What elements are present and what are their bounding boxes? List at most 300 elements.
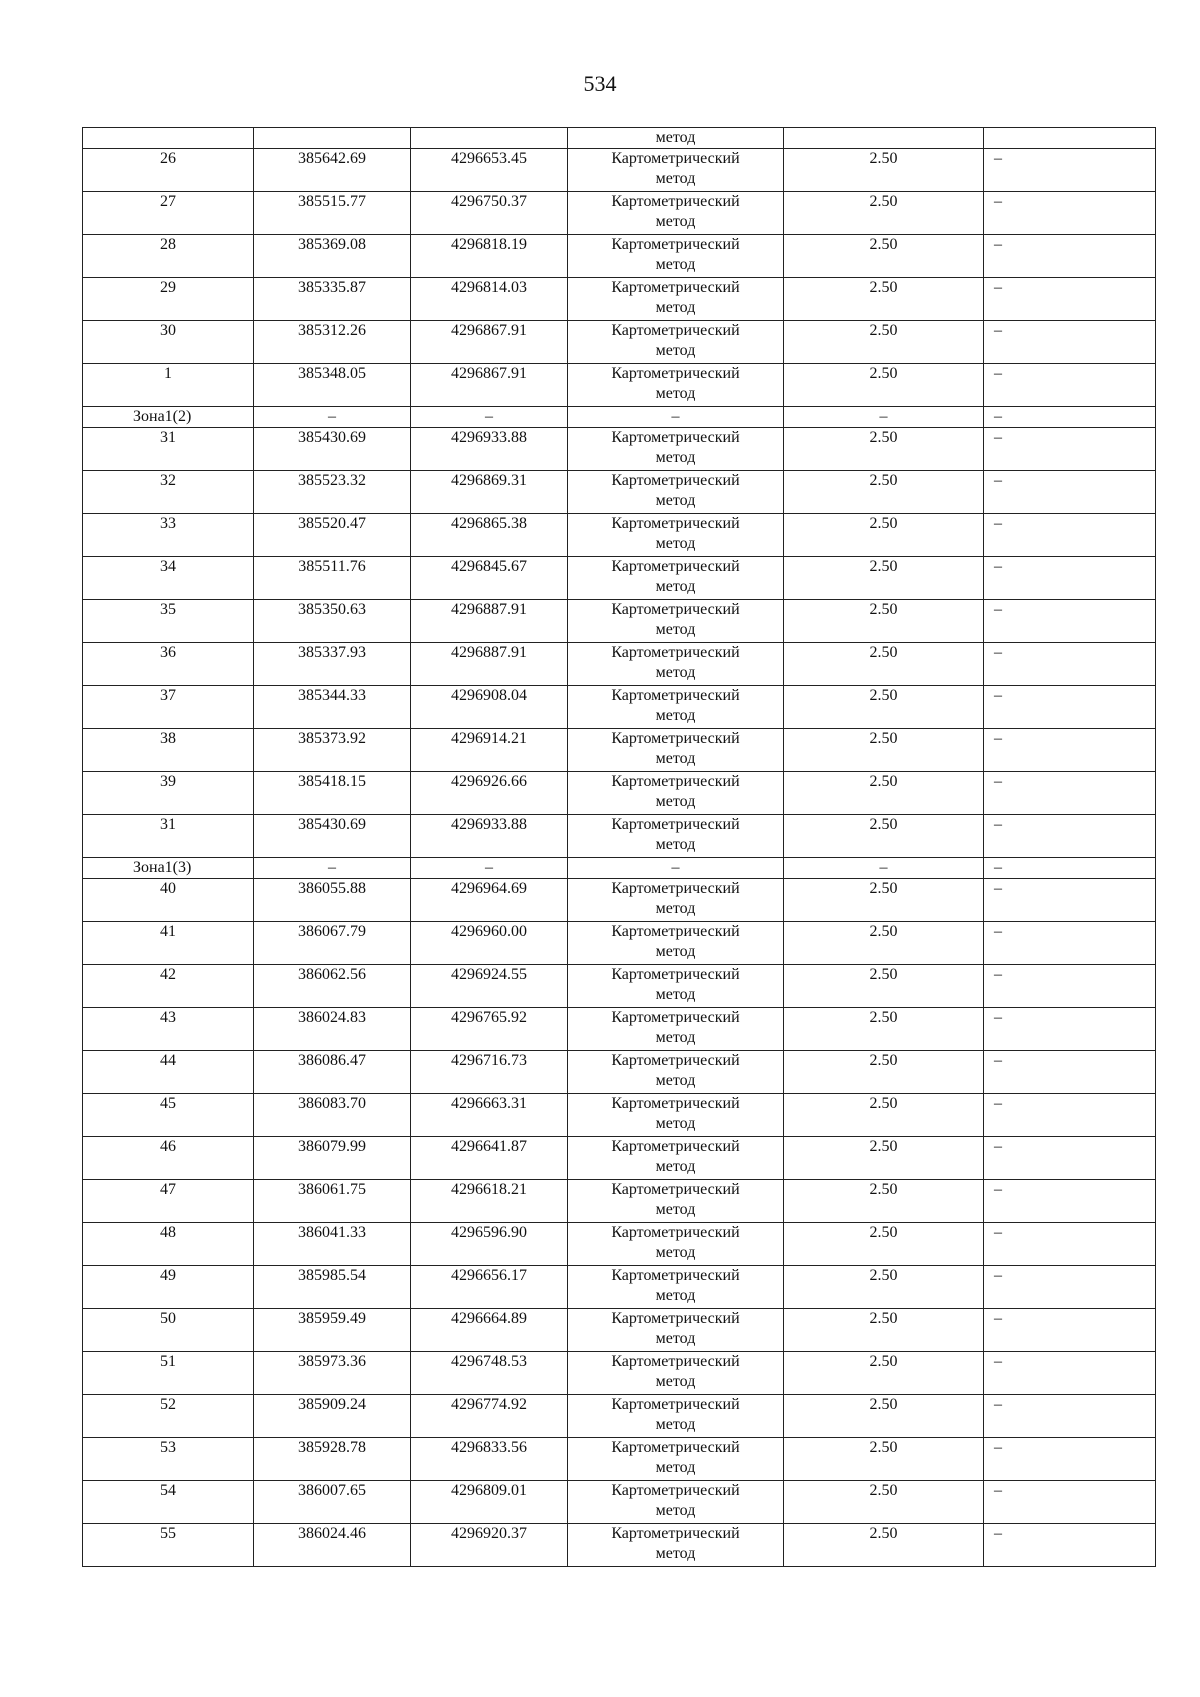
y-coordinate-cell: 4296865.38 <box>411 514 568 557</box>
method-cell <box>568 1180 784 1223</box>
point-number-cell: 50 <box>83 1309 254 1352</box>
x-coordinate-cell: 385511.76 <box>254 557 411 600</box>
zone-label-cell: Зона1(2) <box>83 407 254 428</box>
method-line-1: Картометрический <box>611 773 740 790</box>
precision-cell: 2.50 <box>784 1266 984 1309</box>
x-coordinate-cell: 385642.69 <box>254 149 411 192</box>
method-line-2: метод <box>655 1244 696 1261</box>
point-number-cell: 45 <box>83 1094 254 1137</box>
description-cell: – <box>984 1309 1156 1352</box>
point-number-cell: 51 <box>83 1352 254 1395</box>
description-cell: – <box>984 772 1156 815</box>
method-line-1: Картометрический <box>611 966 740 983</box>
point-number-cell: 38 <box>83 729 254 772</box>
zone-header-row <box>83 858 1156 879</box>
table-row <box>83 557 1156 600</box>
method-line-2: метод <box>655 1330 696 1347</box>
method-cell <box>568 686 784 729</box>
x-coordinate-cell: 385430.69 <box>254 428 411 471</box>
description-cell: – <box>984 1094 1156 1137</box>
method-line-2: метод <box>655 1459 696 1476</box>
description-cell: – <box>984 1223 1156 1266</box>
page-number: 534 <box>583 71 617 96</box>
method-cell <box>568 1481 784 1524</box>
y-coordinate-cell: 4296663.31 <box>411 1094 568 1137</box>
method-line-1: Картометрический <box>611 472 740 489</box>
method-line-1: Картометрический <box>611 150 740 167</box>
x-coordinate-cell: 385928.78 <box>254 1438 411 1481</box>
method-cell <box>568 1309 784 1352</box>
table-row <box>83 643 1156 686</box>
point-number-cell: 32 <box>83 471 254 514</box>
method-cell <box>568 772 784 815</box>
x-coordinate-cell: 385973.36 <box>254 1352 411 1395</box>
y-coordinate-cell: 4296618.21 <box>411 1180 568 1223</box>
precision-cell: 2.50 <box>784 278 984 321</box>
table-row <box>83 965 1156 1008</box>
method-line-2: метод <box>655 900 696 917</box>
precision-cell: 2.50 <box>784 192 984 235</box>
method-cell <box>568 235 784 278</box>
point-number-cell: 26 <box>83 149 254 192</box>
method-line-1: Картометрический <box>611 1396 740 1413</box>
precision-cell: 2.50 <box>784 471 984 514</box>
y-coordinate-cell: 4296765.92 <box>411 1008 568 1051</box>
description-cell: – <box>984 965 1156 1008</box>
point-number-cell: 49 <box>83 1266 254 1309</box>
method-cell <box>568 514 784 557</box>
x-coordinate-cell: 385515.77 <box>254 192 411 235</box>
method-line-2: метод <box>655 1373 696 1390</box>
description-cell: – <box>984 1051 1156 1094</box>
description-cell: – <box>984 192 1156 235</box>
method-line-2: метод <box>655 1158 696 1175</box>
method-line-2: метод <box>655 621 696 638</box>
table-row <box>83 600 1156 643</box>
x-coordinate-cell: – <box>254 407 411 428</box>
x-coordinate-cell: 385430.69 <box>254 815 411 858</box>
point-number-cell: 39 <box>83 772 254 815</box>
table-row <box>83 879 1156 922</box>
table-row <box>83 815 1156 858</box>
method-line-2: метод <box>655 943 696 960</box>
point-number-cell: 29 <box>83 278 254 321</box>
precision-cell: 2.50 <box>784 321 984 364</box>
x-coordinate-cell: 385373.92 <box>254 729 411 772</box>
method-line-1: Картометрический <box>611 923 740 940</box>
method-line-2: метод <box>655 170 696 187</box>
precision-cell: 2.50 <box>784 1438 984 1481</box>
precision-cell: 2.50 <box>784 1395 984 1438</box>
y-coordinate-cell: 4296750.37 <box>411 192 568 235</box>
method-line-1: Картометрический <box>611 279 740 296</box>
method-cell <box>568 600 784 643</box>
y-coordinate-cell: 4296920.37 <box>411 1524 568 1567</box>
precision-cell: 2.50 <box>784 1309 984 1352</box>
method-line-2: метод <box>655 449 696 466</box>
table-row <box>83 1137 1156 1180</box>
method-line-1: Картометрический <box>611 1224 740 1241</box>
precision-cell: 2.50 <box>784 729 984 772</box>
x-coordinate-cell: 385418.15 <box>254 772 411 815</box>
precision-cell: 2.50 <box>784 557 984 600</box>
method-line-2: метод <box>655 836 696 853</box>
method-cell <box>568 815 784 858</box>
method-cell <box>568 1395 784 1438</box>
x-coordinate-cell: – <box>254 858 411 879</box>
coordinates-table-body <box>83 128 1156 1567</box>
y-coordinate-cell: 4296960.00 <box>411 922 568 965</box>
description-cell: – <box>984 1395 1156 1438</box>
description-cell: – <box>984 1524 1156 1567</box>
point-number-cell: 54 <box>83 1481 254 1524</box>
table-row <box>83 192 1156 235</box>
method-cell: метод <box>568 128 784 149</box>
table-row <box>83 321 1156 364</box>
method-line-1: Картометрический <box>611 687 740 704</box>
description-cell: – <box>984 879 1156 922</box>
description-cell: – <box>984 557 1156 600</box>
point-number-cell: 33 <box>83 514 254 557</box>
table-row <box>83 471 1156 514</box>
method-line-2: метод <box>655 793 696 810</box>
x-coordinate-cell: 385369.08 <box>254 235 411 278</box>
table-row <box>83 514 1156 557</box>
y-coordinate-cell: 4296887.91 <box>411 643 568 686</box>
x-coordinate-cell: 386079.99 <box>254 1137 411 1180</box>
table-row <box>83 729 1156 772</box>
table-row <box>83 1352 1156 1395</box>
description-cell: – <box>984 1352 1156 1395</box>
y-coordinate-cell: 4296933.88 <box>411 815 568 858</box>
point-number-cell: 35 <box>83 600 254 643</box>
method-line-1: Картометрический <box>611 429 740 446</box>
y-coordinate-cell: 4296869.31 <box>411 471 568 514</box>
method-cell <box>568 1051 784 1094</box>
x-coordinate-cell: 386024.46 <box>254 1524 411 1567</box>
table-row <box>83 235 1156 278</box>
method-line-1: Картометрический <box>611 558 740 575</box>
x-coordinate-cell: 386062.56 <box>254 965 411 1008</box>
table-row <box>83 1395 1156 1438</box>
method-line-2: метод <box>655 1545 696 1562</box>
x-coordinate-cell: 385520.47 <box>254 514 411 557</box>
precision-cell: 2.50 <box>784 1051 984 1094</box>
method-cell <box>568 965 784 1008</box>
y-coordinate-cell: – <box>411 407 568 428</box>
y-coordinate-cell: 4296833.56 <box>411 1438 568 1481</box>
method-cell <box>568 321 784 364</box>
x-coordinate-cell: 386083.70 <box>254 1094 411 1137</box>
point-number-cell: 27 <box>83 192 254 235</box>
y-coordinate-cell: 4296809.01 <box>411 1481 568 1524</box>
description-cell: – <box>984 235 1156 278</box>
method-line-2: метод <box>655 1287 696 1304</box>
precision-cell: 2.50 <box>784 235 984 278</box>
description-cell: – <box>984 1481 1156 1524</box>
description-cell: – <box>984 1008 1156 1051</box>
method-cell <box>568 1223 784 1266</box>
description-cell: – <box>984 600 1156 643</box>
x-coordinate-cell: 385348.05 <box>254 364 411 407</box>
point-number-cell: 31 <box>83 428 254 471</box>
method-line-1: Картометрический <box>611 1482 740 1499</box>
description-cell: – <box>984 858 1156 879</box>
description-cell: – <box>984 686 1156 729</box>
method-line-2: метод <box>655 1072 696 1089</box>
precision-cell: – <box>784 858 984 879</box>
method-line-1: Картометрический <box>611 1052 740 1069</box>
y-coordinate-cell: 4296653.45 <box>411 149 568 192</box>
method-line-1: Картометрический <box>611 193 740 210</box>
point-number-cell: 36 <box>83 643 254 686</box>
table-row <box>83 1481 1156 1524</box>
table-row <box>83 1094 1156 1137</box>
method-line-2: метод <box>655 578 696 595</box>
precision-cell: 2.50 <box>784 514 984 557</box>
method-cell <box>568 192 784 235</box>
y-coordinate-cell: 4296914.21 <box>411 729 568 772</box>
method-cell <box>568 364 784 407</box>
description-cell: – <box>984 321 1156 364</box>
method-cell <box>568 922 784 965</box>
y-coordinate-cell: 4296664.89 <box>411 1309 568 1352</box>
method-cell <box>568 278 784 321</box>
precision-cell: 2.50 <box>784 1352 984 1395</box>
y-coordinate-cell: 4296774.92 <box>411 1395 568 1438</box>
method-line-1: Картометрический <box>611 515 740 532</box>
method-line-1: Картометрический <box>611 322 740 339</box>
point-number-cell: 40 <box>83 879 254 922</box>
point-number-cell: 43 <box>83 1008 254 1051</box>
precision-cell: 2.50 <box>784 922 984 965</box>
precision-cell: 2.50 <box>784 1481 984 1524</box>
method-line-2: метод <box>655 1502 696 1519</box>
description-cell: – <box>984 428 1156 471</box>
method-cell <box>568 643 784 686</box>
y-coordinate-cell <box>411 128 568 149</box>
precision-cell: 2.50 <box>784 879 984 922</box>
description-cell: – <box>984 364 1156 407</box>
method-cell <box>568 471 784 514</box>
table-row <box>83 278 1156 321</box>
method-line-2: метод <box>655 492 696 509</box>
point-number-cell: 52 <box>83 1395 254 1438</box>
x-coordinate-cell: 386007.65 <box>254 1481 411 1524</box>
method-line-1: Картометрический <box>611 1095 740 1112</box>
method-line-1: Картометрический <box>611 1138 740 1155</box>
method-line-1: Картометрический <box>611 1009 740 1026</box>
method-line-1: Картометрический <box>611 1439 740 1456</box>
point-number-cell: 37 <box>83 686 254 729</box>
description-cell: – <box>984 1438 1156 1481</box>
method-line-2: метод <box>655 385 696 402</box>
point-number-cell: 47 <box>83 1180 254 1223</box>
table-row <box>83 1524 1156 1567</box>
precision-cell: 2.50 <box>784 1008 984 1051</box>
point-number-cell: 31 <box>83 815 254 858</box>
method-cell <box>568 1524 784 1567</box>
x-coordinate-cell <box>254 128 411 149</box>
description-cell <box>984 128 1156 149</box>
table-row <box>83 1223 1156 1266</box>
precision-cell: – <box>784 407 984 428</box>
point-number-cell: 30 <box>83 321 254 364</box>
table-row <box>83 922 1156 965</box>
method-cell <box>568 879 784 922</box>
precision-cell: 2.50 <box>784 428 984 471</box>
table-row <box>83 1008 1156 1051</box>
point-number-cell: 28 <box>83 235 254 278</box>
table-row <box>83 772 1156 815</box>
precision-cell: 2.50 <box>784 686 984 729</box>
y-coordinate-cell: 4296748.53 <box>411 1352 568 1395</box>
table-row <box>83 364 1156 407</box>
method-line-2: метод <box>655 213 696 230</box>
method-cell <box>568 1137 784 1180</box>
x-coordinate-cell: 386055.88 <box>254 879 411 922</box>
table-row <box>83 428 1156 471</box>
y-coordinate-cell: 4296964.69 <box>411 879 568 922</box>
precision-cell: 2.50 <box>784 364 984 407</box>
precision-cell: 2.50 <box>784 772 984 815</box>
description-cell: – <box>984 514 1156 557</box>
description-cell: – <box>984 922 1156 965</box>
description-cell: – <box>984 278 1156 321</box>
precision-cell: 2.50 <box>784 965 984 1008</box>
description-cell: – <box>984 149 1156 192</box>
table-row <box>83 1438 1156 1481</box>
description-cell: – <box>984 729 1156 772</box>
table-row <box>83 1309 1156 1352</box>
x-coordinate-cell: 385959.49 <box>254 1309 411 1352</box>
x-coordinate-cell: 386086.47 <box>254 1051 411 1094</box>
method-line-1: Картометрический <box>611 365 740 382</box>
x-coordinate-cell: 385344.33 <box>254 686 411 729</box>
point-number-cell: 55 <box>83 1524 254 1567</box>
method-line-2: метод <box>655 535 696 552</box>
x-coordinate-cell: 385312.26 <box>254 321 411 364</box>
x-coordinate-cell: 385523.32 <box>254 471 411 514</box>
precision-cell: 2.50 <box>784 600 984 643</box>
y-coordinate-cell: 4296656.17 <box>411 1266 568 1309</box>
method-cell <box>568 1094 784 1137</box>
table-row <box>83 149 1156 192</box>
x-coordinate-cell: 386061.75 <box>254 1180 411 1223</box>
method-line-1: Картометрический <box>611 1181 740 1198</box>
y-coordinate-cell: 4296596.90 <box>411 1223 568 1266</box>
table-row <box>83 1266 1156 1309</box>
method-line-1: Картометрический <box>611 880 740 897</box>
method-cell: – <box>568 858 784 879</box>
method-line-1: Картометрический <box>611 236 740 253</box>
y-coordinate-cell: 4296641.87 <box>411 1137 568 1180</box>
description-cell: – <box>984 815 1156 858</box>
y-coordinate-cell: 4296926.66 <box>411 772 568 815</box>
precision-cell: 2.50 <box>784 815 984 858</box>
x-coordinate-cell: 385909.24 <box>254 1395 411 1438</box>
method-cell <box>568 1266 784 1309</box>
description-cell: – <box>984 471 1156 514</box>
method-cell <box>568 557 784 600</box>
method-line-2: метод <box>655 986 696 1003</box>
method-line-2: метод <box>655 1416 696 1433</box>
table-row <box>83 1051 1156 1094</box>
method-cell: – <box>568 407 784 428</box>
x-coordinate-cell: 385335.87 <box>254 278 411 321</box>
x-coordinate-cell: 385985.54 <box>254 1266 411 1309</box>
y-coordinate-cell: 4296814.03 <box>411 278 568 321</box>
method-line-2: метод <box>655 707 696 724</box>
method-line-1: Картометрический <box>611 644 740 661</box>
method-line-1: Картометрический <box>611 1525 740 1542</box>
x-coordinate-cell: 386041.33 <box>254 1223 411 1266</box>
point-number-cell: 42 <box>83 965 254 1008</box>
point-number-cell <box>83 128 254 149</box>
description-cell: – <box>984 1137 1156 1180</box>
method-cell <box>568 149 784 192</box>
y-coordinate-cell: 4296924.55 <box>411 965 568 1008</box>
description-cell: – <box>984 1180 1156 1223</box>
method-line-2: метод <box>655 664 696 681</box>
point-number-cell: 44 <box>83 1051 254 1094</box>
method-line-1: Картометрический <box>611 816 740 833</box>
x-coordinate-cell: 386067.79 <box>254 922 411 965</box>
method-cell <box>568 1438 784 1481</box>
method-line-2: метод <box>655 1115 696 1132</box>
method-line-1: Картометрический <box>611 730 740 747</box>
precision-cell <box>784 128 984 149</box>
description-cell: – <box>984 407 1156 428</box>
point-number-cell: 46 <box>83 1137 254 1180</box>
precision-cell: 2.50 <box>784 643 984 686</box>
method-line-1: Картометрический <box>611 1310 740 1327</box>
description-cell: – <box>984 1266 1156 1309</box>
zone-label-cell: Зона1(3) <box>83 858 254 879</box>
coordinates-table <box>82 127 1156 1567</box>
method-line-1: Картометрический <box>611 1267 740 1284</box>
zone-header-row <box>83 407 1156 428</box>
method-cell <box>568 1352 784 1395</box>
description-cell: – <box>984 643 1156 686</box>
y-coordinate-cell: 4296845.67 <box>411 557 568 600</box>
y-coordinate-cell: 4296716.73 <box>411 1051 568 1094</box>
point-number-cell: 34 <box>83 557 254 600</box>
y-coordinate-cell: 4296887.91 <box>411 600 568 643</box>
precision-cell: 2.50 <box>784 1223 984 1266</box>
method-line-2: метод <box>655 299 696 316</box>
continued-row <box>83 128 1156 149</box>
precision-cell: 2.50 <box>784 1180 984 1223</box>
method-line-1: Картометрический <box>611 1353 740 1370</box>
y-coordinate-cell: 4296867.91 <box>411 321 568 364</box>
point-number-cell: 1 <box>83 364 254 407</box>
method-line-2: метод <box>655 1029 696 1046</box>
method-line-2: метод <box>655 1201 696 1218</box>
y-coordinate-cell: 4296933.88 <box>411 428 568 471</box>
method-line-2: метод <box>655 342 696 359</box>
method-line-2: метод <box>655 256 696 273</box>
y-coordinate-cell: 4296818.19 <box>411 235 568 278</box>
precision-cell: 2.50 <box>784 149 984 192</box>
y-coordinate-cell: 4296908.04 <box>411 686 568 729</box>
x-coordinate-cell: 385337.93 <box>254 643 411 686</box>
y-coordinate-cell: – <box>411 858 568 879</box>
precision-cell: 2.50 <box>784 1524 984 1567</box>
table-row <box>83 686 1156 729</box>
method-cell <box>568 428 784 471</box>
table-row <box>83 1180 1156 1223</box>
